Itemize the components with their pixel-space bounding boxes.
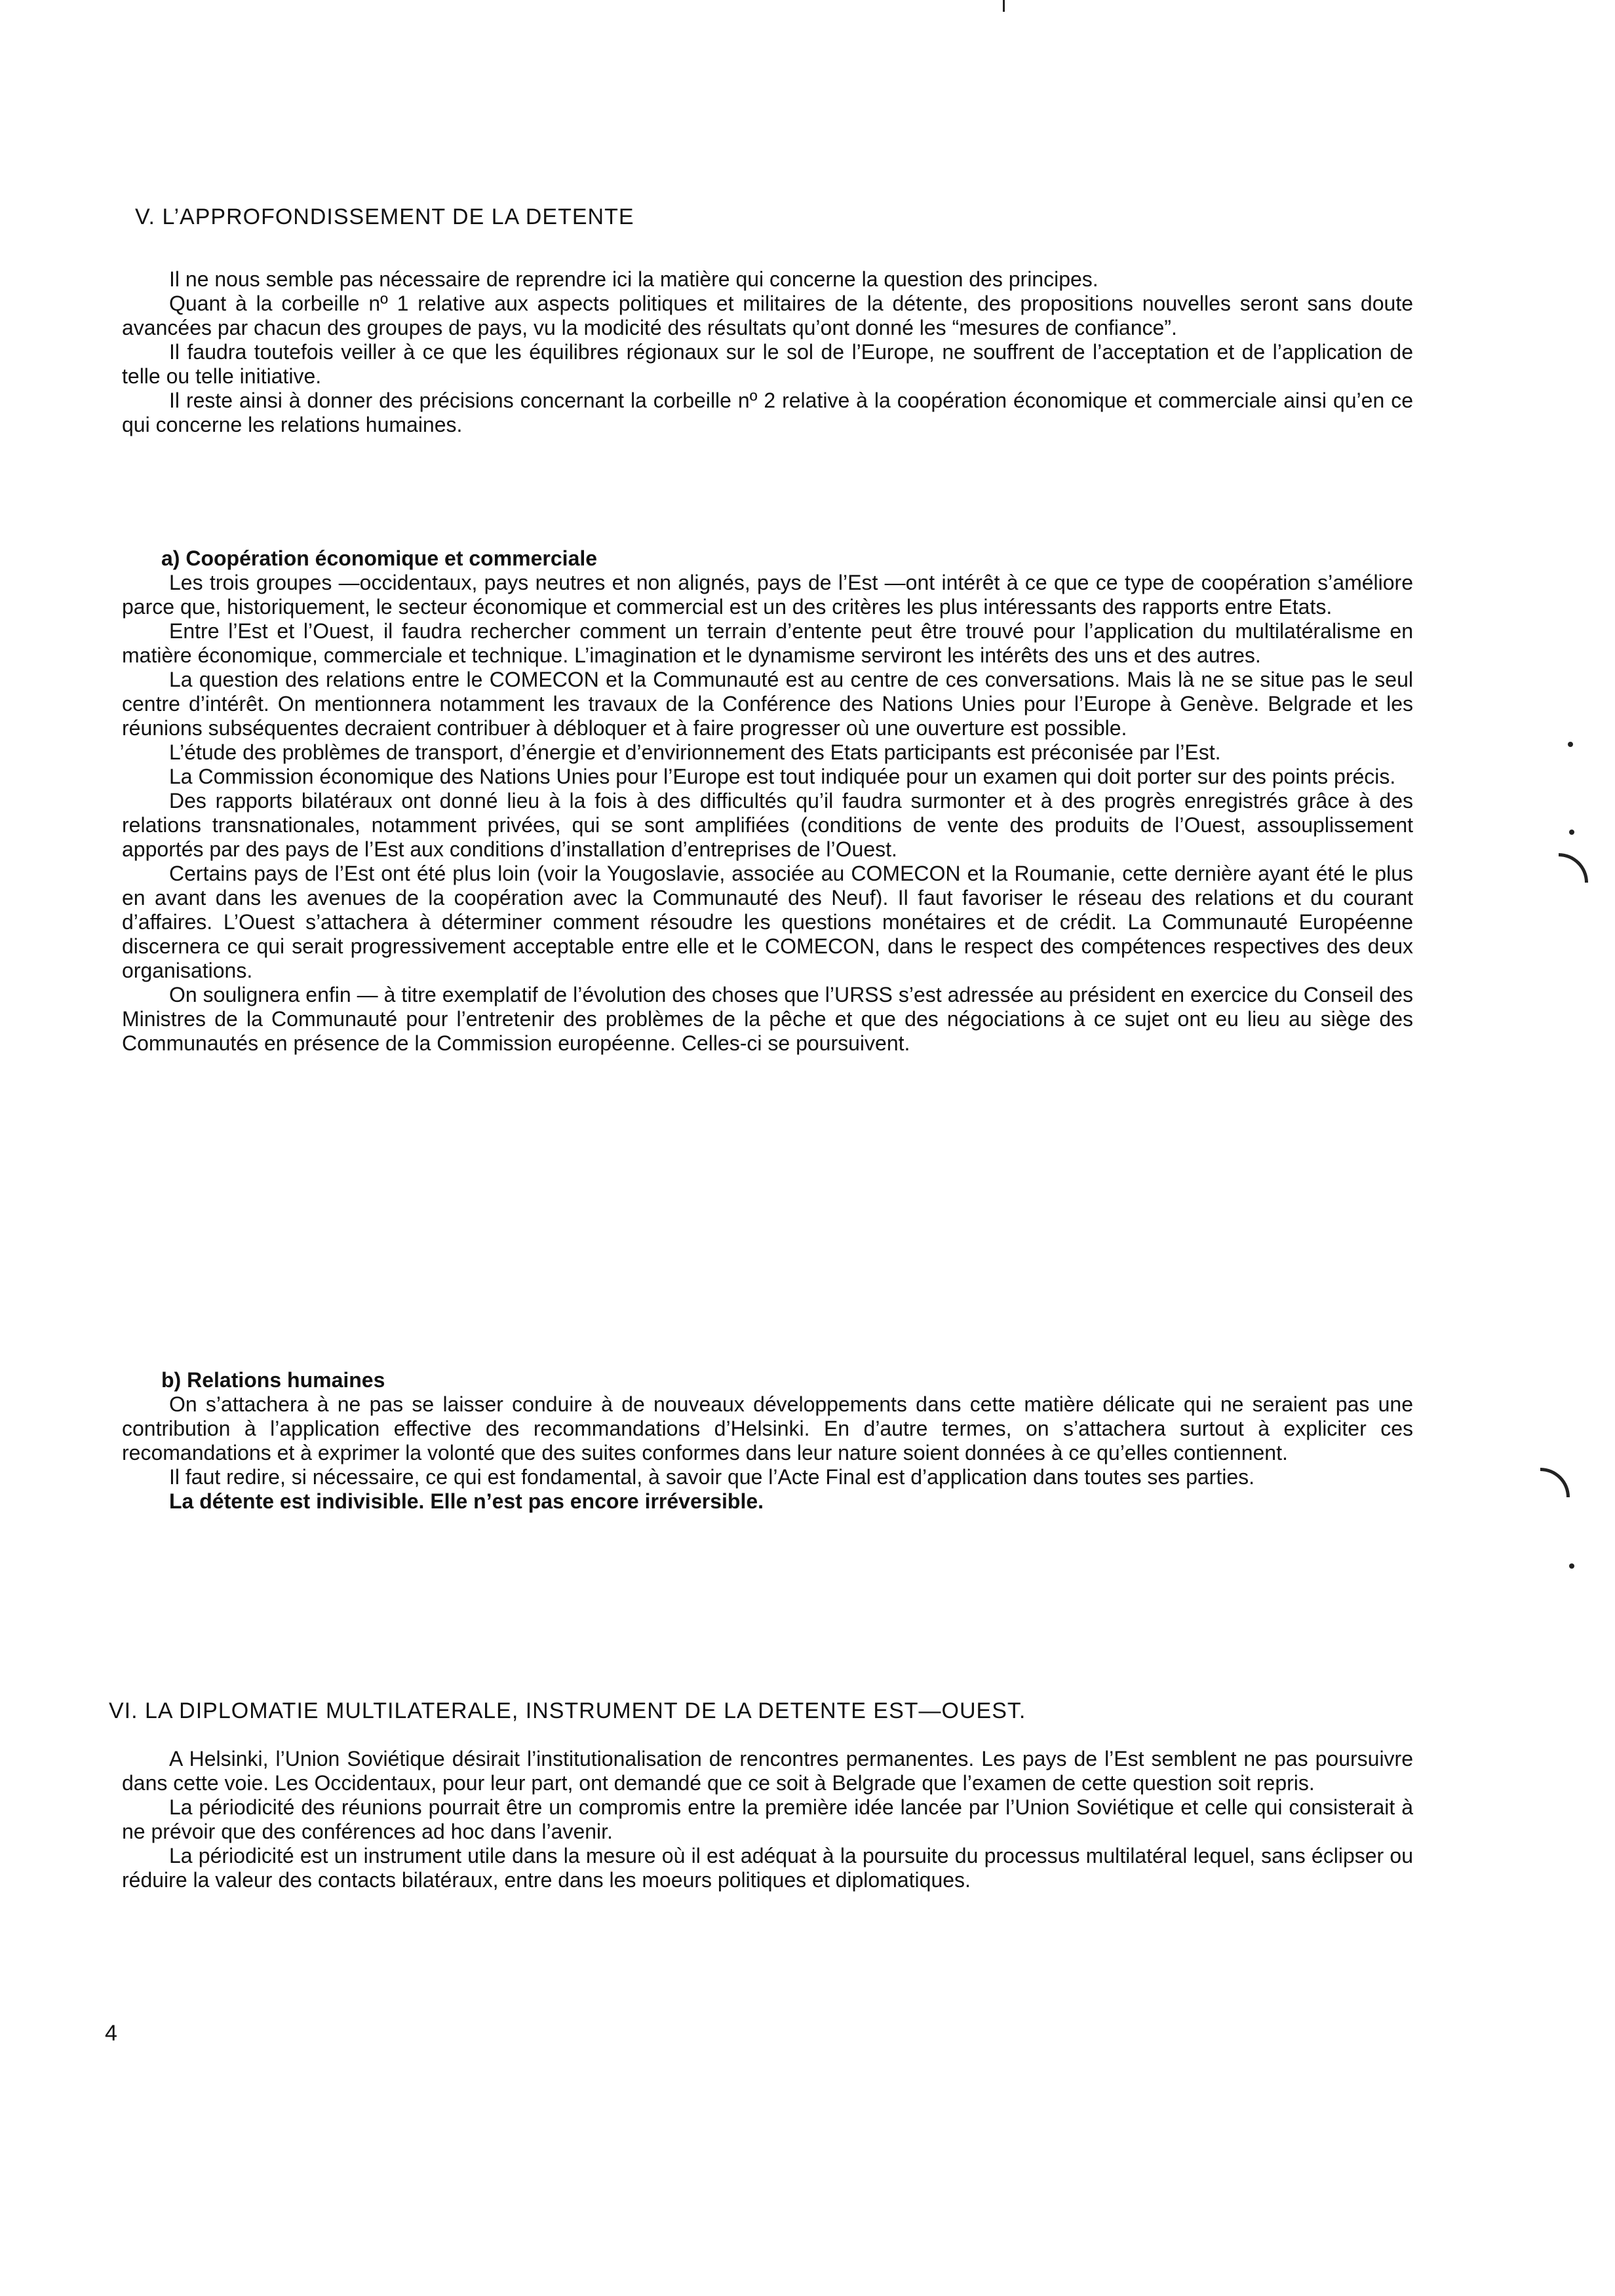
scan-mark xyxy=(1003,0,1005,12)
paragraph: Les trois groupes —occidentaux, pays neutres et non alignés, pays de l’Est —ont intérêt à ce que ce type de coopération s’améliore parce que, historiquement, le secteur économique et commercial est un des critères les plus intéressants des rapports entre Etats. xyxy=(122,571,1413,619)
scan-mark xyxy=(1569,1563,1574,1569)
paragraph: Il faudra toutefois veiller à ce que les équilibres régionaux sur le sol de l’Europe, ne souffrent de l’acceptation et de l’application de telle ou telle initiative. xyxy=(122,340,1413,388)
subsection-a xyxy=(122,546,1413,1056)
paragraph: Il ne nous semble pas nécessaire de reprendre ici la matière qui concerne la question des principes. xyxy=(169,267,1099,291)
scan-mark xyxy=(1540,1468,1570,1497)
page-number: 4 xyxy=(105,2021,117,2046)
paragraph: La périodicité est un instrument utile dans la mesure où il est adéquat à la poursuite du processus multilatéral lequel, sans éclipser ou réduire la valeur des contacts bilatéraux, entre dans les moeurs politiques et diplomatiques. xyxy=(122,1844,1413,1892)
paragraph: La question des relations entre le COMECON et la Communauté est au centre de ces conversations. Mais là ne se situe pas le seul centre d’intérêt. On mentionnera notamment les travaux de la Conférence des Nations Unies pour l’Europe à Genève. Belgrade et les réunions subséquentes decraient contribuer à débloquer et à faire progresser où une ouverture est possible. xyxy=(122,668,1413,740)
paragraph: Des rapports bilatéraux ont donné lieu à la fois à des difficultés qu’il faudra surmonter et à des progrès enregistrés grâce à des relations transnationales, notamment privées, qui se sont amplifiées (conditions de vente des produits de l’Ouest, assouplissement apportés par des pays de l’Est aux conditions d’installation d’entreprises de l’Ouest. xyxy=(122,789,1413,861)
paragraph: La périodicité des réunions pourrait être un compromis entre la première idée lancée par l’Union Soviétique et celle qui consisterait à ne prévoir que des conférences ad hoc dans l’avenir. xyxy=(122,1795,1413,1843)
paragraph: La Commission économique des Nations Unies pour l’Europe est tout indiquée pour un examen qui doit porter sur des points précis. xyxy=(169,765,1396,788)
paragraph: Certains pays de l’Est ont été plus loin (voir la Yougoslavie, associée au COMECON et la Roumanie, cette dernière ayant été le plus en avant dans les avenues de la coopération avec la Communauté des Neuf). Il faut favoriser le réseau des relations et du courant d’affaires. L’Ouest s’attachera à déterminer comment résoudre les questions monétaires et de crédit. La Communauté Européenne discernera ce qui serait progressivement acceptable entre elle et le COMECON, dans le respect des compétences respectives des deux organisations. xyxy=(122,862,1413,982)
paragraph: On soulignera enfin — à titre exemplatif de l’évolution des choses que l’URSS s’est adressée au président en exercice du Conseil des Ministres de la Communauté pour l’entretenir des problèmes de la pêche et que des négociations à ce sujet ont eu lieu au siège des Communautés en présence de la Commission européenne. Celles-ci se poursuivent. xyxy=(122,983,1413,1055)
scan-mark xyxy=(1559,853,1588,883)
paragraph: Il reste ainsi à donner des précisions concernant la corbeille nº 2 relative à la coopération économique et commerciale ainsi qu’en ce qui concerne les relations humaines. xyxy=(122,389,1413,436)
section-6-body xyxy=(122,1747,1413,1892)
conclusion-statement: La détente est indivisible. Elle n’est pas encore irréversible. xyxy=(169,1489,764,1513)
paragraph: L’étude des problèmes de transport, d’énergie et d’envirionnement des Etats participants est préconisée par l’Est. xyxy=(169,740,1221,764)
scan-mark xyxy=(1569,830,1574,835)
paragraph: A Helsinki, l’Union Soviétique désirait l’institutionalisation de rencontres permanentes. Les pays de l’Est semblent ne pas poursuivre dans cette voie. Les Occidentaux, pour leur part, ont demandé que ce soit à Belgrade que l’examen de cette question soit repris. xyxy=(122,1747,1413,1795)
paragraph: Entre l’Est et l’Ouest, il faudra rechercher comment un terrain d’entente peut être trouvé pour l’application du multilatéralisme en matière économique, commerciale et technique. L’imagination et le dynamisme serviront les intérêts des uns et des autres. xyxy=(122,619,1413,667)
section-5-intro xyxy=(122,267,1413,437)
paragraph: Il faut redire, si nécessaire, ce qui est fondamental, à savoir que l’Acte Final est d’application dans toutes ses parties. xyxy=(169,1465,1255,1489)
paragraph: Quant à la corbeille nº 1 relative aux aspects politiques et militaires de la détente, des propositions nouvelles seront sans doute avancées par chacun des groupes de pays, vu la modicité des résultats qu’ont donné les “mesures de confiance”. xyxy=(122,292,1413,339)
section-5-heading: V. L’APPROFONDISSEMENT DE LA DETENTE xyxy=(135,204,634,229)
paragraph: On s’attachera à ne pas se laisser conduire à de nouveaux développements dans cette matière délicate qui ne seraient pas une contribution à l’application effective des recommandations d’Helsinki. En d’autre termes, on s’attachera surtout à expliciter ces recomandations et à exprimer la volonté que des suites conformes dans leur nature soient données à ce qu’elles contiennent. xyxy=(122,1392,1413,1464)
section-6-heading: VI. LA DIPLOMATIE MULTILATERALE, INSTRUMENT DE LA DETENTE EST—OUEST. xyxy=(109,1698,1026,1723)
subsection-b-heading: b) Relations humaines xyxy=(161,1368,385,1392)
scan-mark xyxy=(1568,742,1573,747)
subsection-a-heading: a) Coopération économique et commerciale xyxy=(161,546,598,570)
subsection-b xyxy=(122,1368,1413,1514)
